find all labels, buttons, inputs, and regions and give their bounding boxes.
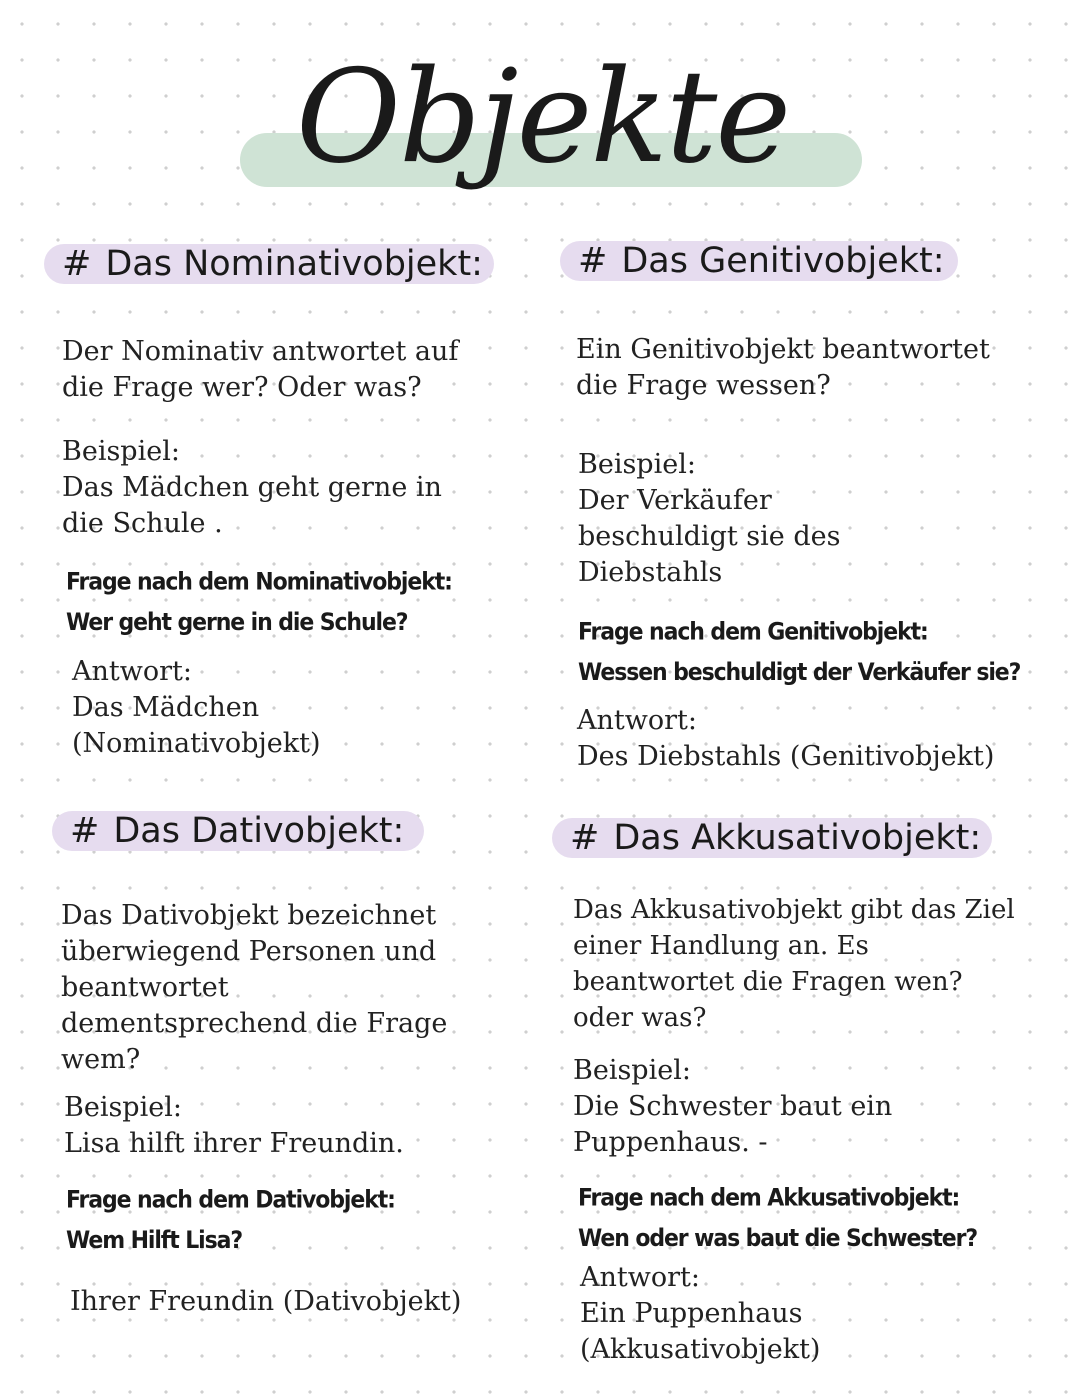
nominativ-question: Frage nach dem Nominativobjekt: Wer geht gerne in die Schule? (66, 568, 452, 637)
heading-hash: # (70, 811, 100, 851)
nominativ-answer: Antwort: Das Mädchen (Nominativobjekt) (72, 656, 321, 759)
dativ-answer: Ihrer Freundin (Dativobjekt) (70, 1286, 462, 1317)
heading-genitivobjekt (560, 241, 958, 281)
heading-label: Das Akkusativobjekt: (613, 818, 982, 858)
akkusativ-question: Frage nach dem Akkusativobjekt: Wen oder was baut die Schwester? (578, 1184, 977, 1253)
nominativ-description: Der Nominativ antwortet auf die Frage wer? Oder was? (62, 336, 459, 403)
nominativ-example: Beispiel: Das Mädchen geht gerne in die Schule . (62, 436, 442, 539)
akkusativ-example: Beispiel: Die Schwester baut ein Puppenhaus. - (573, 1055, 893, 1158)
heading-hash: # (62, 244, 92, 284)
page-title: Objekte (296, 43, 790, 192)
dativ-question: Frage nach dem Dativobjekt: Wem Hilft Lisa? (66, 1186, 395, 1255)
akkusativ-description: Das Akkusativobjekt gibt das Ziel einer Handlung an. Es beantwortet die Fragen wen? oder was? (573, 895, 1015, 1033)
heading-label: Das Dativobjekt: (113, 811, 405, 851)
heading-dativobjekt (52, 811, 424, 851)
genitiv-description: Ein Genitivobjekt beantwortet die Frage wessen? (576, 334, 990, 401)
heading-label: Das Nominativobjekt: (105, 244, 483, 284)
genitiv-example: Beispiel: Der Verkäufer beschuldigt sie des Diebstahls (578, 449, 841, 588)
heading-label: Das Genitivobjekt: (621, 241, 945, 281)
akkusativ-answer: Antwort: Ein Puppenhaus (Akkusativobjekt) (580, 1262, 821, 1365)
genitiv-answer: Antwort: Des Diebstahls (Genitivobjekt) (577, 705, 995, 772)
heading-hash: # (578, 241, 608, 281)
heading-akkusativobjekt (552, 818, 992, 858)
heading-hash: # (570, 818, 600, 858)
dativ-example: Beispiel: Lisa hilft ihrer Freundin. (64, 1092, 404, 1159)
heading-nominativobjekt (44, 244, 494, 284)
dativ-description: Das Dativobjekt bezeichnet überwiegend Personen und beantwortet dementsprechend die Frage wem? (61, 900, 448, 1075)
genitiv-question: Frage nach dem Genitivobjekt: Wessen beschuldigt der Verkäufer sie? (578, 618, 1021, 687)
